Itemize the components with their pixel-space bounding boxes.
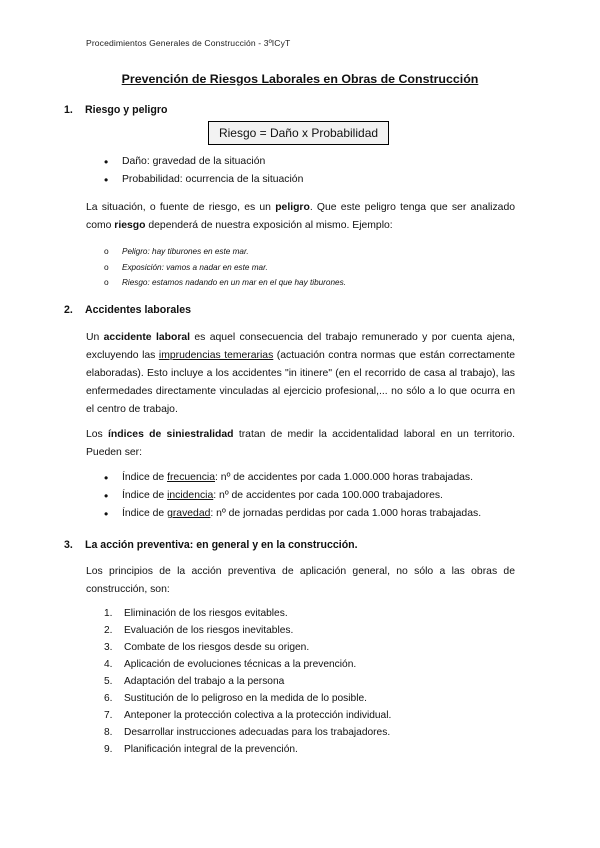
bold-term-indices: índices de siniestralidad (108, 429, 234, 440)
list-item: o Peligro: hay tiburones en este mar. (104, 244, 524, 260)
bold-term-peligro: peligro (275, 202, 310, 213)
underlined-term: imprudencias temerarias (158, 350, 274, 361)
section-1-title: Riesgo y peligro (85, 104, 168, 116)
item-number: 3. (104, 642, 113, 653)
item-number: 5. (104, 676, 113, 687)
text-run: Índice de (122, 490, 168, 501)
text-run: Índice de (122, 472, 168, 483)
text-run: . Que este peligro tenga que ser analizado como (86, 202, 516, 231)
item-number: 6. (104, 693, 113, 704)
list-item (104, 707, 524, 724)
text-run: : nº de jornadas perdidas por cada 1.000 horas trabajadas. (210, 508, 482, 519)
list-item (104, 622, 524, 639)
item-text: Planificación integral de la prevención. (124, 744, 298, 755)
underlined-term: frecuencia (167, 472, 216, 483)
text-run: Índice de (122, 508, 168, 519)
document-title: Prevención de Riesgos Laborales en Obras de Construcción (121, 72, 479, 86)
list-item: • Probabilidad: ocurrencia de la situación (104, 171, 524, 189)
list-item (104, 487, 524, 505)
text-run: : nº de accidentes por cada 100.000 trabajadores. (213, 490, 443, 501)
section-3-number: 3. (64, 539, 73, 551)
section-2-number: 2. (64, 304, 73, 316)
item-number: 7. (104, 710, 113, 721)
list-item (104, 673, 524, 690)
accident-paragraph (86, 329, 515, 419)
text-run: Un (86, 332, 104, 343)
item-number: 9. (104, 744, 113, 755)
text-run: (actuación contra normas que están correctamente elaboradas). Esto incluye a los accidentes "in itinere" (en el recorrido de casa al trabajo), las enfermedades directamente vinculadas al ejercicio profesional,... no sólo a lo que ocurra en el centro de trabajo. (86, 350, 516, 415)
section-3-title: La acción preventiva: en general y en la construcción. (85, 539, 358, 551)
section-1-heading (64, 104, 167, 116)
item-text: Sustitución de lo peligroso en la medida de lo posible. (124, 693, 367, 704)
risk-paragraph (86, 199, 515, 235)
running-header: Procedimientos Generales de Construcción - 3ºICyT (86, 38, 291, 48)
section-3-heading (64, 539, 358, 551)
text-run: Los (86, 429, 109, 440)
list-item (104, 639, 524, 656)
indices-paragraph (86, 426, 515, 462)
item-number: 2. (104, 625, 113, 636)
list-item (104, 741, 524, 758)
item-text: Adaptación del trabajo a la persona (124, 676, 285, 687)
text-run: tratan de medir la accidentalidad laboral en un territorio. Pueden ser: (86, 429, 515, 458)
item-text: Aplicación de evoluciones técnicas a la prevención. (124, 659, 357, 670)
item-text: Anteponer la protección colectiva a la protección individual. (124, 710, 392, 721)
principles-intro: Los principios de la acción preventiva de aplicación general, no sólo a las obras de construcción, son: (86, 566, 515, 595)
section-2-title: Accidentes laborales (85, 304, 191, 316)
item-text: Desarrollar instrucciones adecuadas para los trabajadores. (124, 727, 391, 738)
list-item: o Exposición: vamos a nadar en este mar. (104, 260, 524, 276)
item-text: Eliminación de los riesgos evitables. (124, 608, 288, 619)
text-run: : nº de accidentes por cada 1.000.000 horas trabajadas. (215, 472, 473, 483)
section-2-heading (64, 304, 191, 316)
example-list (104, 244, 524, 291)
indices-list (104, 469, 524, 523)
section-1-number: 1. (64, 104, 73, 116)
item-number: 1. (104, 608, 113, 619)
risk-formula-box: Riesgo = Daño x Probabilidad (208, 121, 389, 145)
list-item (104, 690, 524, 707)
principles-list (104, 605, 524, 758)
list-item (104, 469, 524, 487)
list-item (104, 724, 524, 741)
text-run: dependerá de nuestra exposición al mismo. Ejemplo: (145, 220, 393, 231)
item-text: Evaluación de los riesgos inevitables. (124, 625, 294, 636)
text-run: es aquel consecuencia del trabajo remunerado y por cuenta ajena, excluyendo las (86, 332, 515, 361)
list-item (104, 656, 524, 673)
item-number: 8. (104, 727, 113, 738)
list-item: o Riesgo: estamos nadando en un mar en el que hay tiburones. (104, 275, 524, 291)
list-item (104, 605, 524, 622)
list-item: • Daño: gravedad de la situación (104, 153, 524, 171)
list-item (104, 505, 524, 523)
underlined-term: gravedad (167, 508, 211, 519)
item-text: Combate de los riesgos desde su origen. (124, 642, 310, 653)
text-run: La situación, o fuente de riesgo, es un (86, 202, 276, 213)
bold-term-riesgo: riesgo (114, 220, 146, 231)
bold-term-accidente-laboral: accidente laboral (103, 332, 191, 343)
item-number: 4. (104, 659, 113, 670)
risk-definition-list (104, 153, 524, 189)
underlined-term: incidencia (167, 490, 214, 501)
